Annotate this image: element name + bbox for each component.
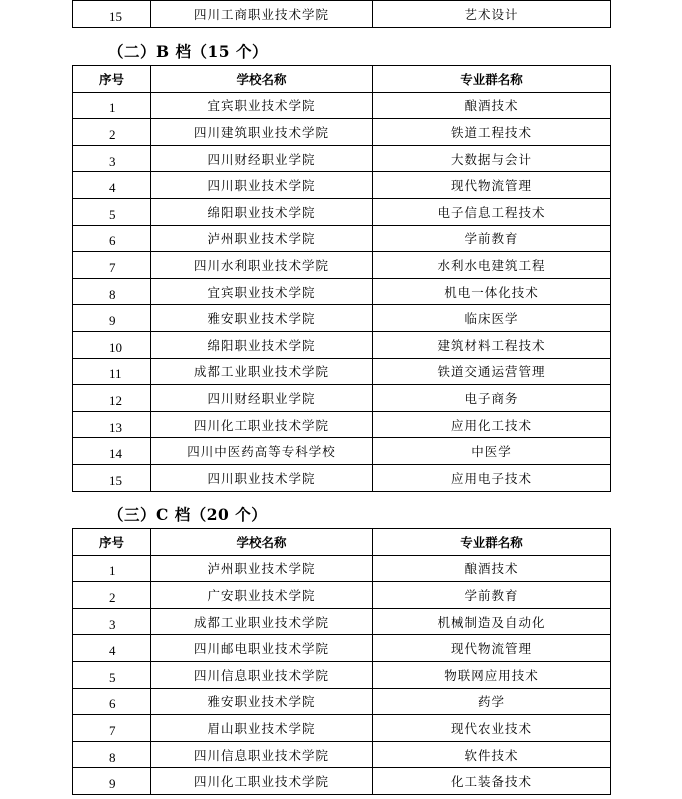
major-group: 机电一体化技术 xyxy=(373,278,611,305)
table-row xyxy=(73,438,611,465)
major-group: 学前教育 xyxy=(373,582,611,609)
major-group: 现代农业技术 xyxy=(373,715,611,742)
school-name: 四川工商职业技术学院 xyxy=(151,1,373,28)
major-group: 应用电子技术 xyxy=(373,464,611,491)
school-name: 泸州职业技术学院 xyxy=(151,225,373,252)
table-header-row xyxy=(73,529,611,556)
major-group: 现代物流管理 xyxy=(373,635,611,662)
major-group: 药学 xyxy=(373,688,611,715)
header-group: 专业群名称 xyxy=(373,529,611,556)
major-group: 临床医学 xyxy=(373,305,611,332)
table-row xyxy=(73,385,611,412)
row-index: 3 xyxy=(73,608,151,635)
table-row xyxy=(73,172,611,199)
table-row xyxy=(73,252,611,279)
school-name: 四川职业技术学院 xyxy=(151,464,373,491)
header-index: 序号 xyxy=(73,66,151,93)
header-school: 学校名称 xyxy=(151,66,373,93)
major-group: 化工装备技术 xyxy=(373,768,611,795)
school-name: 绵阳职业技术学院 xyxy=(151,331,373,358)
school-name: 雅安职业技术学院 xyxy=(151,688,373,715)
row-index: 9 xyxy=(73,305,151,332)
table-row xyxy=(73,608,611,635)
table-row xyxy=(73,198,611,225)
school-name: 绵阳职业技术学院 xyxy=(151,198,373,225)
school-name: 四川信息职业技术学院 xyxy=(151,741,373,768)
row-index: 7 xyxy=(73,252,151,279)
table-a-tail xyxy=(72,0,611,28)
school-name: 成都工业职业技术学院 xyxy=(151,608,373,635)
row-index: 11 xyxy=(73,358,151,385)
row-index: 10 xyxy=(73,331,151,358)
table-row xyxy=(73,145,611,172)
section-b-heading: （二）B 档（15 个） xyxy=(108,42,268,61)
table-row xyxy=(73,768,611,795)
table-row xyxy=(73,555,611,582)
major-group: 建筑材料工程技术 xyxy=(373,331,611,358)
school-name: 四川水利职业技术学院 xyxy=(151,252,373,279)
table-c xyxy=(72,528,611,795)
major-group: 现代物流管理 xyxy=(373,172,611,199)
school-name: 四川职业技术学院 xyxy=(151,172,373,199)
row-index: 9 xyxy=(73,768,151,795)
table-row xyxy=(73,305,611,332)
major-group: 酿酒技术 xyxy=(373,92,611,119)
table-row xyxy=(73,411,611,438)
major-group: 软件技术 xyxy=(373,741,611,768)
school-name: 四川财经职业学院 xyxy=(151,385,373,412)
table-row xyxy=(73,278,611,305)
major-group: 大数据与会计 xyxy=(373,145,611,172)
header-index: 序号 xyxy=(73,529,151,556)
major-group: 铁道交通运营管理 xyxy=(373,358,611,385)
row-index: 7 xyxy=(73,715,151,742)
row-index: 15 xyxy=(73,464,151,491)
school-name: 四川化工职业技术学院 xyxy=(151,768,373,795)
table-row xyxy=(73,331,611,358)
major-group: 应用化工技术 xyxy=(373,411,611,438)
table-row xyxy=(73,741,611,768)
section-c-heading: （三）C 档（20 个） xyxy=(108,505,268,524)
table-row xyxy=(73,582,611,609)
table-row xyxy=(73,225,611,252)
row-index: 2 xyxy=(73,119,151,146)
school-name: 雅安职业技术学院 xyxy=(151,305,373,332)
table-row xyxy=(73,119,611,146)
row-index: 5 xyxy=(73,198,151,225)
school-name: 宜宾职业技术学院 xyxy=(151,92,373,119)
header-group: 专业群名称 xyxy=(373,66,611,93)
major-group: 水利水电建筑工程 xyxy=(373,252,611,279)
major-group: 酿酒技术 xyxy=(373,555,611,582)
school-name: 眉山职业技术学院 xyxy=(151,715,373,742)
table-row xyxy=(73,635,611,662)
table-row xyxy=(73,358,611,385)
major-group: 艺术设计 xyxy=(373,1,611,28)
row-index: 12 xyxy=(73,385,151,412)
major-group: 电子信息工程技术 xyxy=(373,198,611,225)
major-group: 电子商务 xyxy=(373,385,611,412)
row-index: 1 xyxy=(73,92,151,119)
table-row xyxy=(73,688,611,715)
school-name: 四川中医药高等专科学校 xyxy=(151,438,373,465)
row-index: 6 xyxy=(73,688,151,715)
major-group: 机械制造及自动化 xyxy=(373,608,611,635)
table-header-row xyxy=(73,66,611,93)
row-index: 4 xyxy=(73,172,151,199)
school-name: 宜宾职业技术学院 xyxy=(151,278,373,305)
school-name: 四川财经职业学院 xyxy=(151,145,373,172)
row-index: 1 xyxy=(73,555,151,582)
row-index: 15 xyxy=(73,1,151,28)
table-row xyxy=(73,1,611,28)
header-school: 学校名称 xyxy=(151,529,373,556)
row-index: 6 xyxy=(73,225,151,252)
major-group: 学前教育 xyxy=(373,225,611,252)
row-index: 2 xyxy=(73,582,151,609)
row-index: 13 xyxy=(73,411,151,438)
school-name: 四川建筑职业技术学院 xyxy=(151,119,373,146)
row-index: 14 xyxy=(73,438,151,465)
major-group: 铁道工程技术 xyxy=(373,119,611,146)
school-name: 泸州职业技术学院 xyxy=(151,555,373,582)
table-row xyxy=(73,464,611,491)
table-b xyxy=(72,65,611,492)
school-name: 成都工业职业技术学院 xyxy=(151,358,373,385)
row-index: 8 xyxy=(73,278,151,305)
table-row xyxy=(73,661,611,688)
major-group: 物联网应用技术 xyxy=(373,661,611,688)
table-row xyxy=(73,92,611,119)
school-name: 广安职业技术学院 xyxy=(151,582,373,609)
row-index: 4 xyxy=(73,635,151,662)
row-index: 8 xyxy=(73,741,151,768)
major-group: 中医学 xyxy=(373,438,611,465)
row-index: 5 xyxy=(73,661,151,688)
school-name: 四川邮电职业技术学院 xyxy=(151,635,373,662)
school-name: 四川信息职业技术学院 xyxy=(151,661,373,688)
row-index: 3 xyxy=(73,145,151,172)
school-name: 四川化工职业技术学院 xyxy=(151,411,373,438)
table-row xyxy=(73,715,611,742)
